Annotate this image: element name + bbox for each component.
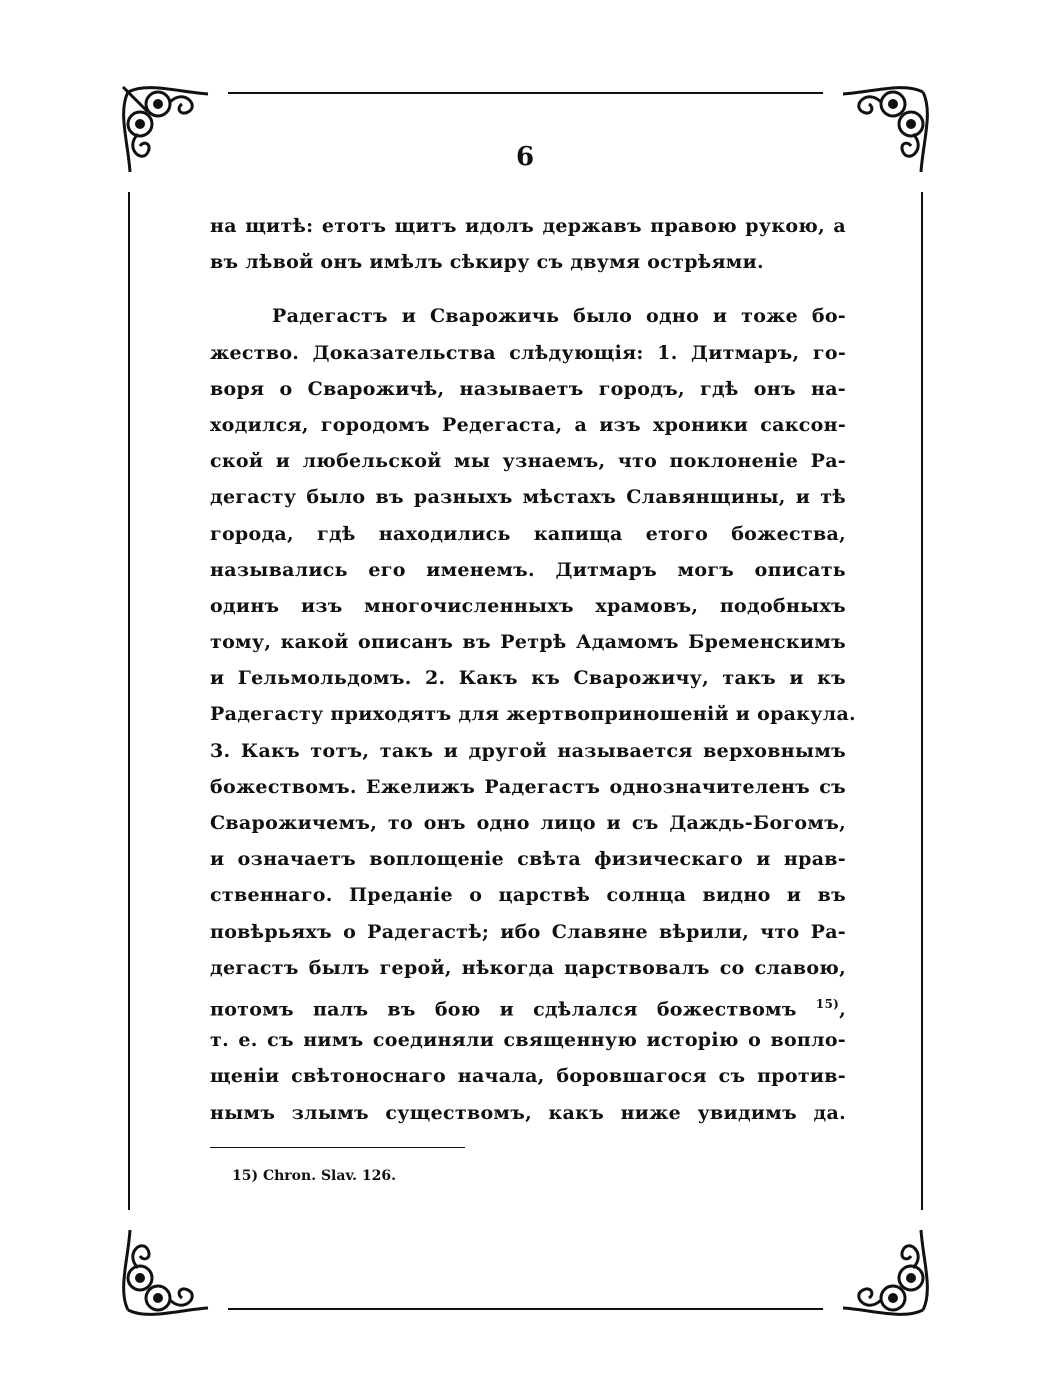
text-line: ственнаго. Преданіе о царствѣ солнца видно и въ (210, 884, 846, 907)
text-line: назывались его именемъ. Дитмаръ могъ описать (210, 558, 846, 581)
text-line: въ лѣвой онъ имѣлъ сѣкиру съ двумя острѣями. (210, 251, 764, 274)
text-line: повѣрьяхъ о Радегастѣ; ибо Славяне вѣрили, что Ра- (210, 920, 846, 943)
text-line: дегасту было въ разныхъ мѣстахъ Славянщины, и тѣ (210, 486, 846, 509)
text-line: ходился, городомъ Редегаста, а изъ хроники саксон- (210, 413, 846, 436)
border-line-left (128, 192, 130, 1210)
paragraph (210, 298, 856, 1130)
text-line: дегастъ былъ герой, нѣкогда царствовалъ со славою, (210, 956, 846, 979)
paragraph (210, 208, 846, 280)
text-line: на щитѣ: етотъ щитъ идолъ державъ правою рукою, а (210, 215, 846, 237)
text-line: ской и любельской мы узнаемъ, что поклоненіе Ра- (210, 450, 846, 473)
ornament-corner-icon (813, 1200, 933, 1320)
text-line: божествомъ. Ежелижъ Радегастъ однозначителенъ съ (210, 775, 846, 798)
text-line: одинъ изъ многочисленныхъ храмовъ, подобныхъ (210, 594, 846, 617)
footnote-rule (210, 1147, 465, 1148)
text-line-with-footnote: потомъ палъ въ бою и сдѣлался божествомъ $^{15)}$, (210, 996, 846, 1021)
text-line: щеніи свѣтоноснаго начала, боровшагося съ против- (210, 1065, 846, 1088)
border-line-right (921, 192, 923, 1210)
text-line: воря о Сварожичѣ, называетъ городъ, гдѣ онъ на- (210, 377, 846, 400)
text-line: Радегасту приходятъ для жертвоприношеній и оракула. (210, 703, 856, 726)
text-line: Радегастъ и Сварожичь было одно и тоже бо- (272, 305, 846, 328)
footnote: 15) Chron. Slav. 126. (232, 1168, 397, 1184)
text-line: Сварожичемъ, то онъ одно лицо и съ Даждь-Богомъ, (210, 812, 846, 834)
border-line-top (228, 92, 823, 94)
page-number: 6 (515, 142, 535, 172)
body-text (210, 208, 856, 1131)
text-line: и означаетъ воплощеніе свѣта физическаго и нрав- (210, 848, 846, 871)
text-line: жество. Доказательства слѣдующія: 1. Дитмаръ, го- (210, 341, 846, 364)
text-line: тому, какой описанъ въ Ретрѣ Адамомъ Бременскимъ (210, 631, 846, 654)
text-line: и Гельмольдомъ. 2. Какъ къ Сварожичу, такъ и къ (210, 667, 846, 690)
text-line: нымъ злымъ существомъ, какъ ниже увидимъ да. (210, 1101, 846, 1124)
text-line: потомъ палъ въ бою и сдѣлался божествомъ (210, 998, 816, 1021)
text-line: 3. Какъ тотъ, такъ и другой называется верховнымъ (210, 739, 846, 762)
text-line: т. е. съ нимъ соединяли священную исторію о вопло- (210, 1029, 846, 1052)
ornament-corner-icon (118, 1200, 238, 1320)
border-line-bottom (228, 1308, 823, 1310)
text-line: города, гдѣ находились капища етого божества, (210, 522, 846, 545)
footnote-marker: 15) (815, 996, 840, 1011)
